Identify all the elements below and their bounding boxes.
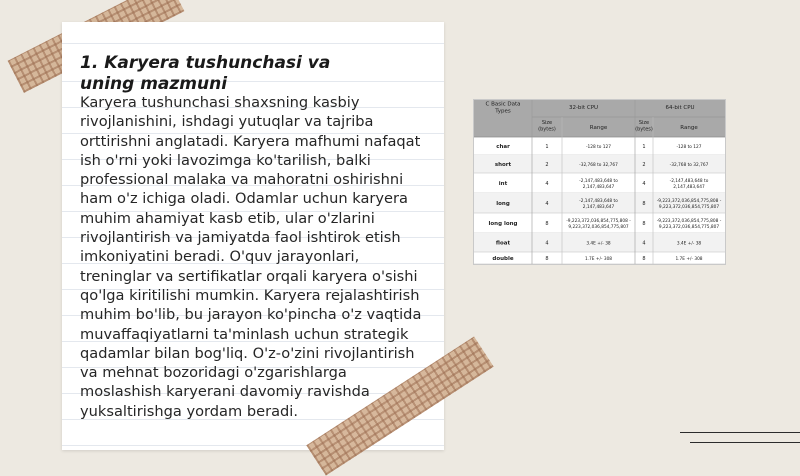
cell-size-64: 8 <box>642 221 646 227</box>
header-data-types: Types <box>495 108 511 115</box>
cell-range-64: 3.4E +/- 38 <box>676 241 702 247</box>
cell-range-32: 3.4E +/- 38 <box>586 241 611 247</box>
cell-range-64: 9,223,372,036,854,775,807 <box>658 224 720 230</box>
cell-range-32: -2,147,483,648 to <box>579 199 618 205</box>
cell-range-32: -32,768 to 32,767 <box>579 163 618 168</box>
decorative-line <box>680 432 800 433</box>
cell-range-64: 2,147,483,647 <box>673 184 705 190</box>
slide-body-text: Karyera tushunchasi shaxsning kasbiy rivojlanishini, ishdagi yutuqlar va tajriba orttirishni anglatadi. Karyera mafhumi nafaqat ish o'rni yoki lavozimga ko'tarilish, balki professional malaka va mahoratni oshirishni ham o'z ichiga oladi. Odamlar uchun karyera muhim ahamiyat kasb etib, ular o'zlarini rivojlantirish va jamiyatda faol ishtirok etish imkoniyatini beradi. O'quv jarayonlari, treninglar va sertifikatlar orqali karyera o'sishi qo'lga kiritilishi mumkin. Karyera rejalashtirish muhim bo'lib, bu jarayon ko'pincha o'z vaqtida muvaffaqiyatlarni ta'minlash uchun strategik qadamlar bilan bog'liq. O'z-o'zini rivojlantirish va mehnat bozoridagi o'zgarishlarga moslashish karyerani davomiy ravishda yuksaltirishga yordam beradi. <box>80 94 422 420</box>
cell-range-32: -9,223,372,036,854,775,808 - <box>566 219 631 225</box>
decorative-line <box>690 442 800 443</box>
cell-range-64: 9,223,372,036,854,775,807 <box>658 204 720 210</box>
cell-range-64: -9,223,372,036,854,775,808 - <box>656 199 722 205</box>
cell-size-32: 4 <box>545 181 549 187</box>
cell-type: long <box>496 201 510 207</box>
cell-size-64: 1 <box>642 144 646 150</box>
cell-range-32: 2,147,483,647 <box>582 204 615 210</box>
cell-range-64: 1.7E +/- 308 <box>675 257 703 262</box>
cell-size-64: 4 <box>642 240 646 247</box>
cell-type: short <box>494 162 512 168</box>
cell-range-32: -2,147,483,648 to <box>579 179 618 185</box>
cell-size-32: 8 <box>545 221 549 227</box>
header-32bit: 32-bit CPU <box>568 105 599 111</box>
cell-type: long long <box>488 221 518 227</box>
header-range-64: Range <box>680 125 698 131</box>
cell-type: int <box>498 181 508 187</box>
header-size-64: (bytes) <box>635 126 653 133</box>
header-size-32: (bytes) <box>538 126 556 133</box>
cell-range-64: -9,223,372,036,854,775,808 - <box>656 219 722 225</box>
header-range-32: Range <box>589 125 608 131</box>
header-64bit: 64-bit CPU <box>665 105 695 111</box>
cell-size-32: 4 <box>545 240 549 247</box>
data-types-table <box>473 99 726 265</box>
cell-range-32: 1.7E +/- 308 <box>584 257 613 262</box>
cell-range-32: -128 to 127 <box>586 145 611 150</box>
cell-type: double <box>492 256 514 262</box>
cell-size-32: 1 <box>545 144 549 150</box>
cell-size-64: 8 <box>642 201 646 207</box>
header-size-32: Size <box>541 119 553 126</box>
cell-type: char <box>496 144 510 150</box>
cell-range-32: 9,223,372,036,854,775,807 <box>568 224 629 230</box>
cell-range-64: -2,147,483,648 to <box>669 179 709 185</box>
cell-range-64: -32,768 to 32,767 <box>669 163 709 168</box>
cell-range-64: -128 to 127 <box>676 145 702 150</box>
cell-size-32: 2 <box>545 162 549 168</box>
cell-size-32: 4 <box>545 201 549 207</box>
header-data-types: C Basic Data <box>485 101 521 108</box>
cell-size-64: 8 <box>642 256 646 262</box>
data-types-table-svg <box>474 100 725 264</box>
header-size-64: Size <box>638 119 650 126</box>
slide-title: 1. Karyera tushunchasi va uning mazmuni <box>80 53 331 94</box>
cell-size-64: 2 <box>642 162 646 168</box>
cell-range-32: 2,147,483,647 <box>582 184 615 190</box>
cell-size-32: 8 <box>545 256 549 262</box>
cell-type: float <box>495 240 511 247</box>
cell-size-64: 4 <box>642 181 646 187</box>
